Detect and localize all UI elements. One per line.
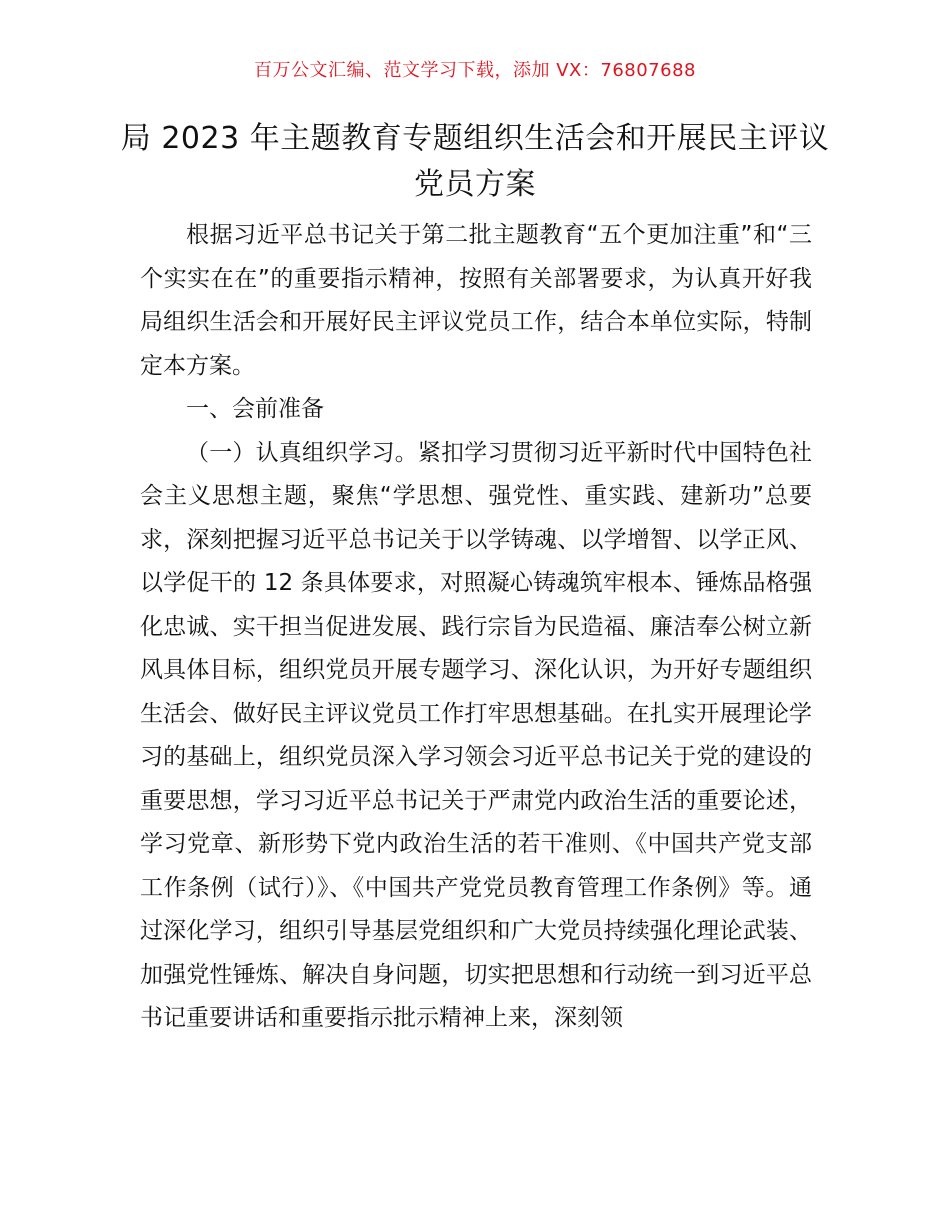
intro-paragraph: 根据习近平总书记关于第二批主题教育“五个更加注重”和“三个实实在在”的重要指示精神，按照有关部署要求，为认真开好我局组织生活会和开展好民主评议党员工作，结合本单位实际，特制定本方案。 xyxy=(140,222,812,379)
body-paragraph: （一）认真组织学习。紧扣学习贯彻习近平新时代中国特色社会主义思想主题，聚焦“学思想、强党性、重实践、建新功”总要求，深刻把握习近平总书记关于以学铸魂、以学增智、以学正风、以学促干的 12 条具体要求，对照凝心铸魂筑牢根本、锤炼品格强化忠诚、实干担当促进发展、践行宗旨为民造福、廉洁奉公树立新风具体目标，组织党员开展专题学习、深化认识，为开好专题组织生活会、做好民主评议党员工作打牢思想基础。在扎实开展理论学习的基础上，组织党员深入学习领会习近平总书记关于党的建设的重要思想，学习习近平总书记关于严肃党内政治生活的重要论述，学习党章、新形势下党内政治生活的若干准则、《中国共产党支部工作条例（试行）》、《中国共产党党员教育管理工作条例》等。通过深化学习，组织引导基层党组织和广大党员持续强化理论武装、加强党性锤炼、解决自身问题，切实把思想和行动统一到习近平总书记重要讲话和重要指示批示精神上来，深刻领 xyxy=(140,439,812,1031)
document-title: 局 2023 年主题教育专题组织生活会和开展民主评议党员方案 xyxy=(120,121,830,202)
section-heading: 一、会前准备 xyxy=(186,396,324,422)
promo-banner: 百万公文汇编、范文学习下载，添加 VX：76807688 xyxy=(254,60,696,81)
document-body xyxy=(140,214,812,1041)
